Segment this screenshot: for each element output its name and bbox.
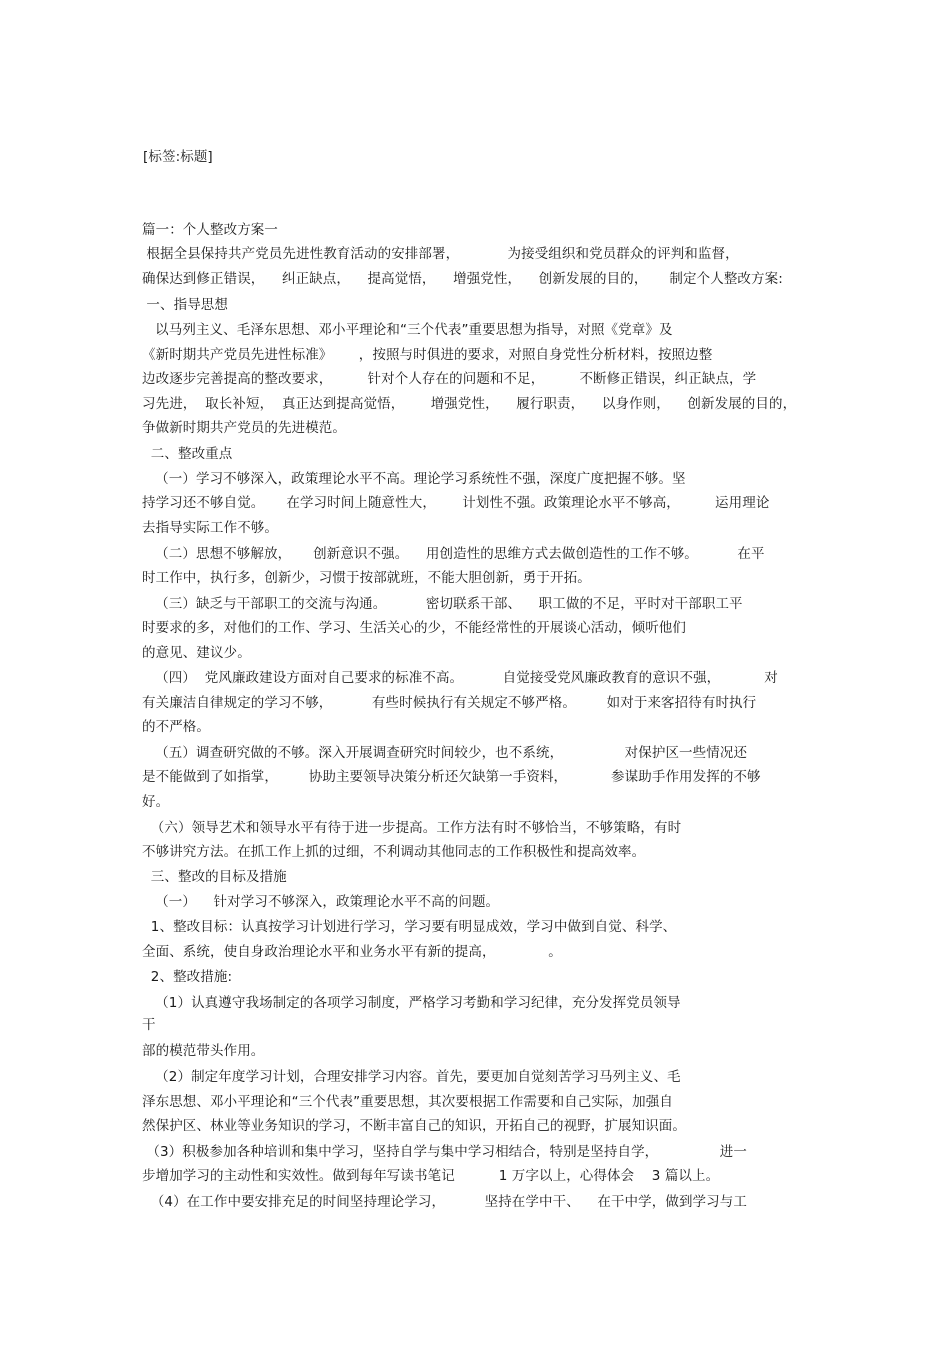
text-line: （二）思想不够解放， 创新意识不强。 用创造性的思维方式去做创造性的工作不够。 在平: [142, 546, 765, 562]
text-line: 干: [142, 1017, 156, 1033]
text-line: 有关廉洁自律规定的学习不够， 有些时候执行有关规定不够严格。 如对于来客招待有时执行: [142, 695, 757, 711]
text-line: 全面、系统，使自身政治理论水平和业务水平有新的提高， 。: [142, 944, 562, 960]
text-line: 然保护区、林业等业务知识的学习，不断丰富自己的知识，开拓自己的视野，扩展知识面。: [142, 1118, 686, 1134]
text-line: 泽东思想、邓小平理论和“三个代表”重要思想，其次要根据工作需要和自己实际，加强自: [142, 1094, 673, 1110]
text-line: （3）积极参加各种培训和集中学习，坚持自学与集中学习相结合，特别是坚持自学， 进一: [142, 1144, 747, 1160]
text-line: （2）制定年度学习计划，合理安排学习内容。首先，要更加自觉刻苦学习马列主义、毛: [142, 1069, 681, 1085]
text-line: 习先进， 取长补短， 真正达到提高觉悟， 增强党性， 履行职责， 以身作则， 创新发展的目的，: [142, 396, 797, 412]
text-line: 以马列主义、毛泽东思想、邓小平理论和“三个代表”重要思想为指导，对照《党章》及: [142, 322, 673, 338]
text-line: 步增加学习的主动性和实效性。做到每年写读书笔记 1 万字以上，心得体会 3 篇以上。: [142, 1168, 720, 1184]
text-line: （五）调查研究做的不够。深入开展调查研究时间较少，也不系统， 对保护区一些情况还: [142, 745, 748, 761]
text-line: 《新时期共产党员先进性标准》 ，按照与时俱进的要求，对照自身党性分析材料，按照边整: [142, 347, 713, 363]
text-line: （三）缺乏与干部职工的交流与沟通。 密切联系干部、 职工做的不足，平时对干部职工平: [142, 596, 743, 612]
section-heading: 二、整改重点: [142, 446, 233, 462]
text-line: 根据全县保持共产党员先进性教育活动的安排部署， 为接受组织和党员群众的评判和监督，: [142, 246, 739, 262]
text-line: （四） 党风廉政建设方面对自己要求的标准不高。 自觉接受党风廉政教育的意识不强， 对: [142, 670, 778, 686]
text-line: （一） 针对学习不够深入，政策理论水平不高的问题。: [142, 894, 500, 910]
text-line: 不够讲究方法。在抓工作上抓的过细，不利调动其他同志的工作积极性和提高效率。: [142, 844, 646, 860]
text-line: 边改逐步完善提高的整改要求， 针对个人存在的问题和不足， 不断修正错误，纠正缺点，学: [142, 371, 757, 387]
section-heading: 一、指导思想: [142, 297, 228, 313]
part-title: 篇一：个人整改方案一: [142, 222, 278, 238]
text-line: （一）学习不够深入，政策理论水平不高。理论学习系统性不强，深度广度把握不够。坚: [142, 471, 686, 487]
text-line: 确保达到修正错误， 纠正缺点， 提高觉悟， 增强党性， 创新发展的目的， 制定个人整改方案:: [142, 271, 783, 287]
section-heading: 三、整改的目标及措施: [142, 869, 287, 885]
text-line: 时要求的多，对他们的工作、学习、生活关心的少，不能经常性的开展谈心活动，倾听他们: [142, 620, 686, 636]
text-line: （六）领导艺术和领导水平有待于进一步提高。工作方法有时不够恰当，不够策略，有时: [142, 820, 682, 836]
tag-line: [标签:标题]: [143, 149, 213, 165]
text-line: 的意见、建议少。: [142, 645, 251, 661]
text-line: 部的模范带头作用。: [142, 1043, 265, 1059]
text-line: （1）认真遵守我场制定的各项学习制度，严格学习考勤和学习纪律，充分发挥党员领导: [142, 995, 681, 1011]
text-line: 持学习还不够自觉。 在学习时间上随意性大， 计划性不强。政策理论水平不够高， 运用理论: [142, 495, 770, 511]
text-line: 去指导实际工作不够。: [142, 520, 278, 536]
text-line: 1、整改目标：认真按学习计划进行学习，学习要有明显成效，学习中做到自觉、科学、: [142, 919, 677, 935]
text-line: （4）在工作中要安排充足的时间坚持理论学习， 坚持在学中干、 在干中学，做到学习与工: [142, 1194, 747, 1210]
text-line: 2、整改措施:: [142, 969, 233, 985]
text-line: 好。: [142, 794, 170, 810]
text-line: 的不严格。: [142, 719, 210, 735]
text-line: 是不能做到了如指掌， 协助主要领导决策分析还欠缺第一手资料， 参谋助手作用发挥的不够: [142, 769, 761, 785]
text-line: 时工作中，执行多，创新少，习惯于按部就班，不能大胆创新，勇于开拓。: [142, 570, 591, 586]
text-line: 争做新时期共产党员的先进模范。: [142, 420, 346, 436]
